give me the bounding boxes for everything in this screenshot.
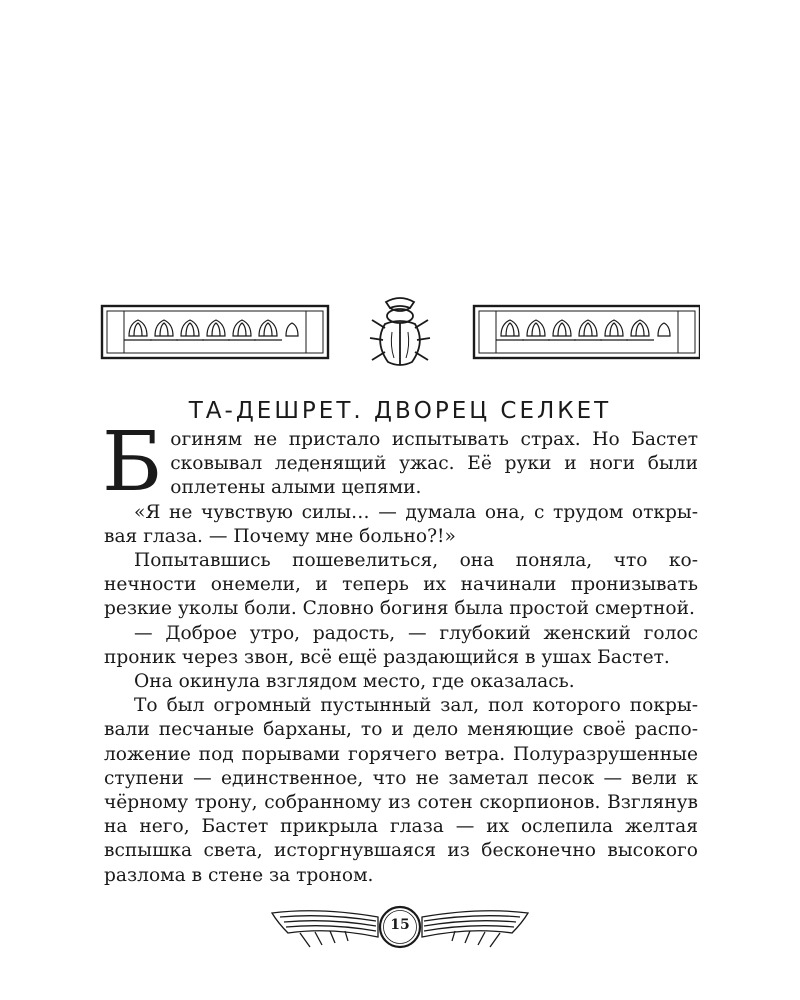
- drop-cap: Б: [102, 415, 163, 510]
- lotus-border-right: [474, 306, 700, 358]
- chapter-title: ТА-ДЕШРЕТ. ДВОРЕЦ СЕЛКЕТ: [188, 398, 612, 425]
- body-text: [102, 415, 698, 888]
- paragraph: [102, 415, 698, 510]
- paragraph: Попытавшись пошевелиться, она поняла, что конечности онемели, и теперь их начинали пронизывать резкие уколы боли. Словно богиня была простой смертной.: [104, 550, 698, 620]
- paragraph-text: огиням не пристало испытывать страх. Но Бастет сковывал леденящий ужас. Её руки и ноги были оплетены алыми цепями.: [170, 429, 698, 499]
- page-number: 15: [390, 917, 410, 933]
- paragraph: То был огромный пустынный зал, пол которого покрывали песчаные барханы, то и дело меняющие своё расположение под порывами горячего ветра. Полуразрушенные ступени — единственное, что не заметал песок — вели к чёрному трону, собранному из сотен скорпионов. Взглянув на него, Бастет прикрыла глаза — их ослепила желтая вспышка света, исторгнувшаяся из бесконечно высокого разлома в стене за троном.: [104, 695, 698, 886]
- scarab-icon: [370, 298, 430, 365]
- paragraph: «Я не чувствую силы… — думала она, с трудом открывая глаза. — Почему мне больно?!»: [104, 501, 698, 547]
- paragraph: Она окинула взглядом место, где оказалась.: [134, 671, 575, 693]
- header-ornament: [100, 292, 700, 372]
- lotus-border-left: [102, 306, 328, 358]
- paragraph: — Доброе утро, радость, — глубокий женский голос проник через звон, всё ещё раздающийся в ушах Бастет.: [104, 622, 698, 668]
